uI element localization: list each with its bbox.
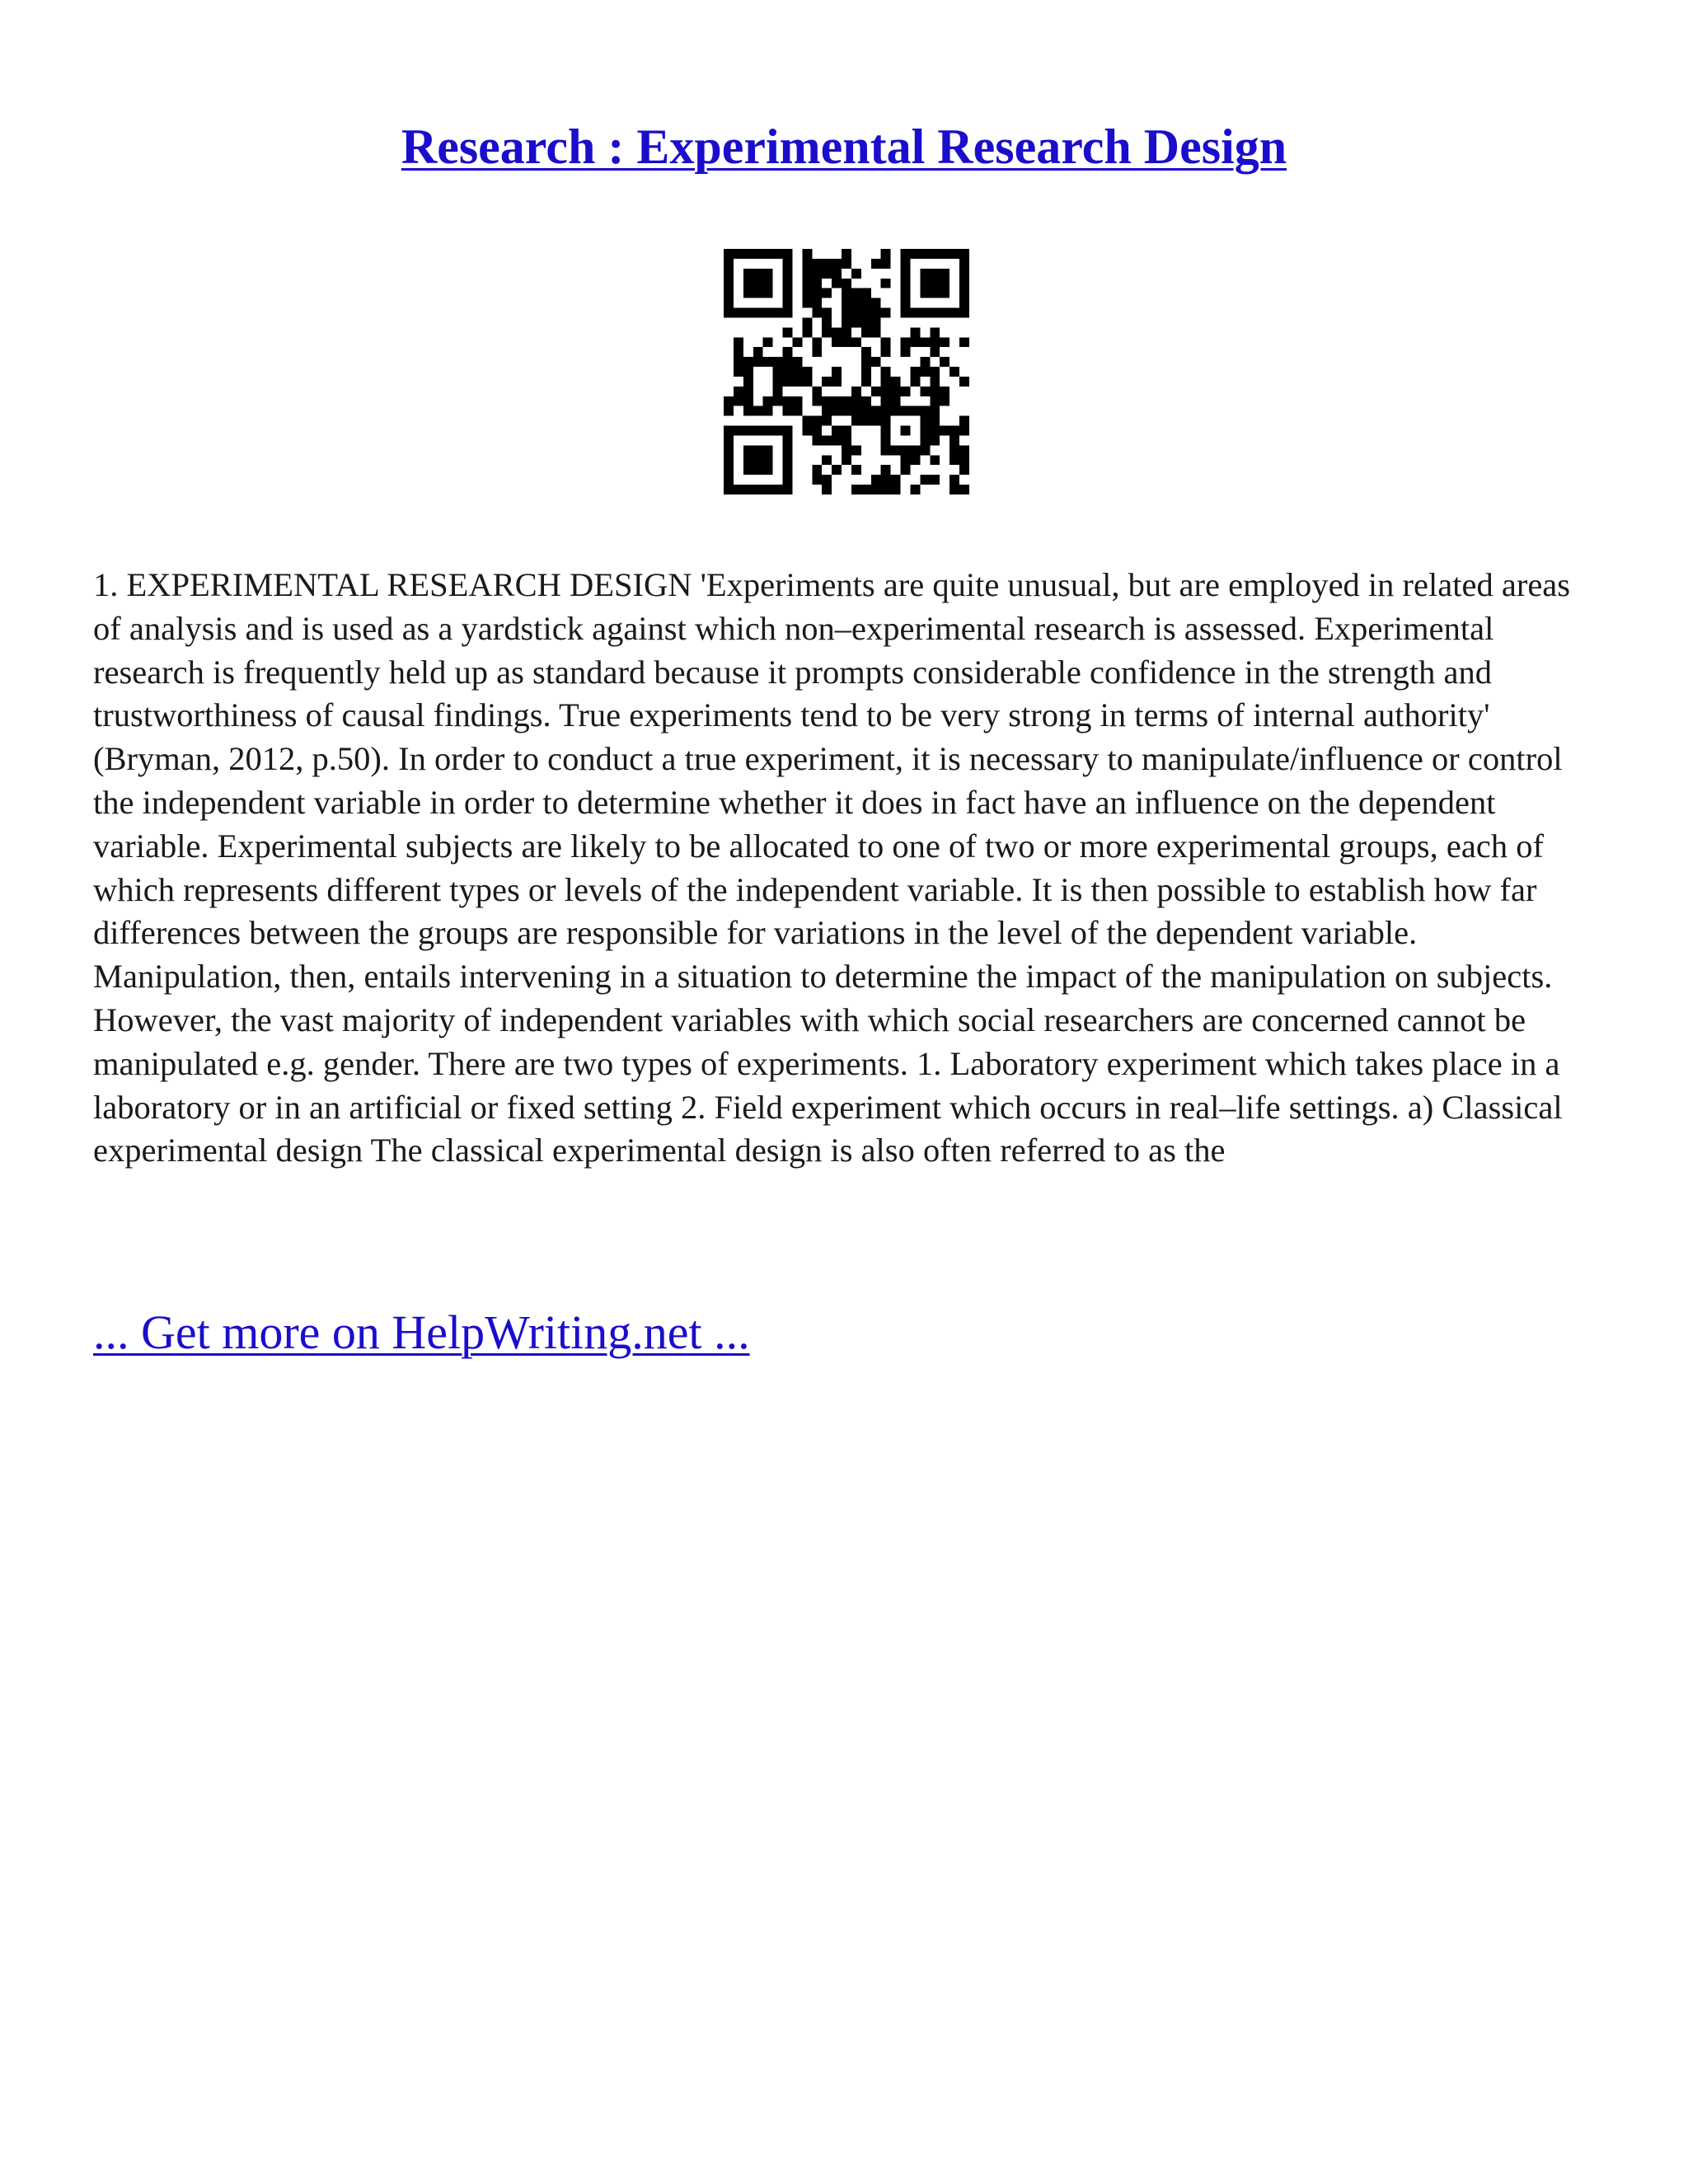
article-body: 1. EXPERIMENTAL RESEARCH DESIGN 'Experiments are quite unusual, but are employed in related areas of analysis and is used as a yardstick against which non–experimental research is assessed. Experimental research is frequently held up as standard because it prompts considerable confidence in the strength and trustworthiness of causal findings. True experiments tend to be very strong in terms of internal authority' (Bryman, 2012, p.50). In order to conduct a true experiment, it is necessary to manipulate/influence or control the independent variable in order to determine whether it does in fact have an influence on the dependent variable. Experimental subjects are likely to be allocated to one of two or more experimental groups, each of which represents different types or levels of the independent variable. It is then possible to establish how far differences between the groups are responsible for variations in the level of the dependent variable. Manipulation, then, entails intervening in a situation to determine the impact of the manipulation on subjects. However, the vast majority of independent variables with which social researchers are concerned cannot be manipulated e.g. gender. There are two types of experiments. 1. Laboratory experiment which takes place in a laboratory or in an artificial or fixed setting 2. Field experiment which occurs in real–life settings. a) Classical experimental design The classical experimental design is also often referred to as the	[93, 566, 1571, 1169]
page-title	[0, 117, 1688, 176]
title-link[interactable]: Research : Experimental Research Design	[401, 120, 1287, 174]
qr-code-icon	[724, 249, 969, 494]
get-more-link[interactable]: ... Get more on HelpWriting.net ...	[93, 1305, 750, 1359]
more-link-line	[93, 1304, 750, 1361]
